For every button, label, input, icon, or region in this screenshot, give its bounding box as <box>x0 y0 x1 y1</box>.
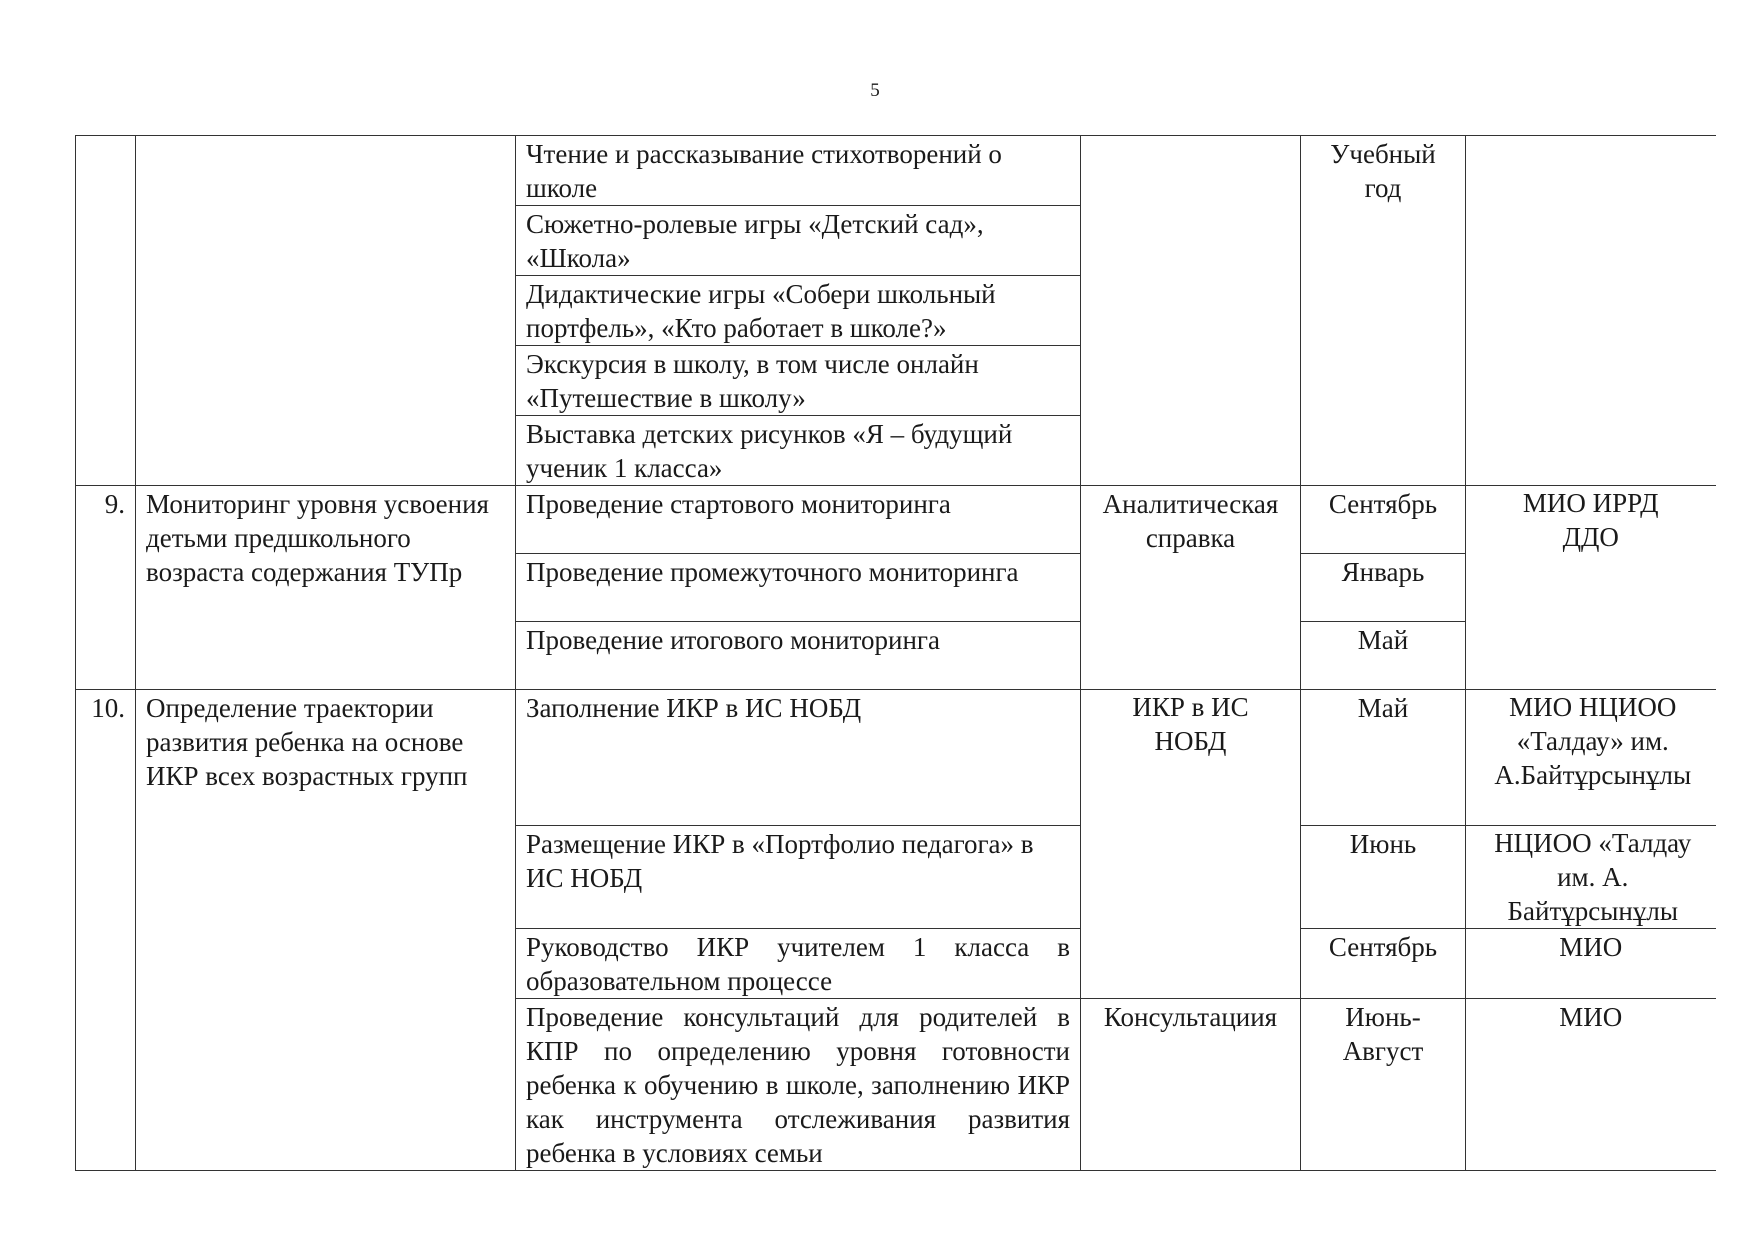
responsible-cell: МИО НЦИОО «Талдау» им. А.Байтұрсынұлы <box>1466 690 1716 826</box>
term-cell: Июнь-Август <box>1301 999 1466 1171</box>
plan-table <box>75 135 1716 1171</box>
topic-cell <box>136 136 516 486</box>
table-row <box>76 136 1716 206</box>
term-cell: Июнь <box>1301 826 1466 929</box>
responsible-cell <box>1466 136 1716 486</box>
form-cell: Аналитическая справка <box>1081 486 1301 690</box>
responsible-cell: МИО <box>1466 999 1716 1171</box>
row-number-cell: 9. <box>76 486 136 690</box>
term-cell: Январь <box>1301 554 1466 622</box>
activity-cell: Заполнение ИКР в ИС НОБД <box>516 690 1081 826</box>
term-cell: Май <box>1301 622 1466 690</box>
activity-cell: Проведение консультаций для родителей в КПР по определению уровня готовности ребенка к обучению в школе, заполнению ИКР как инструмента отслеживания развития ребенка в условиях семьи <box>516 999 1081 1171</box>
activity-cell: Размещение ИКР в «Портфолио педагога» в ИС НОБД <box>516 826 1081 929</box>
activity-cell: Проведение стартового мониторинга <box>516 486 1081 554</box>
activity-cell: Проведение промежуточного мониторинга <box>516 554 1081 622</box>
activity-cell: Сюжетно-ролевые игры «Детский сад», «Школа» <box>516 206 1081 276</box>
activity-cell: Дидактические игры «Собери школьный портфель», «Кто работает в школе?» <box>516 276 1081 346</box>
term-cell: Учебный год <box>1301 136 1466 486</box>
form-cell <box>1081 136 1301 486</box>
topic-cell: Мониторинг уровня усвоения детьми предшкольного возраста содержания ТУПр <box>136 486 516 690</box>
activity-cell: Экскурсия в школу, в том числе онлайн «Путешествие в школу» <box>516 346 1081 416</box>
term-cell: Сентябрь <box>1301 486 1466 554</box>
responsible-cell: МИО ИРРД ДДО <box>1466 486 1716 690</box>
activity-cell: Чтение и рассказывание стихотворений о школе <box>516 136 1081 206</box>
table-row <box>76 690 1716 826</box>
responsible-cell: МИО <box>1466 929 1716 999</box>
row-number-cell: 10. <box>76 690 136 1171</box>
table-row <box>76 486 1716 554</box>
activity-cell: Проведение итогового мониторинга <box>516 622 1081 690</box>
term-cell: Сентябрь <box>1301 929 1466 999</box>
activity-cell: Руководство ИКР учителем 1 класса в образовательном процессе <box>516 929 1081 999</box>
row-number-cell <box>76 136 136 486</box>
form-cell: ИКР в ИС НОБД <box>1081 690 1301 999</box>
form-cell: Консультациия <box>1081 999 1301 1171</box>
responsible-cell: НЦИОО «Талдау им. А. Байтұрсынұлы <box>1466 826 1716 929</box>
term-cell: Май <box>1301 690 1466 826</box>
activity-cell: Выставка детских рисунков «Я – будущий ученик 1 класса» <box>516 416 1081 486</box>
page-number: 5 <box>870 80 880 101</box>
topic-cell: Определение траектории развития ребенка на основе ИКР всех возрастных групп <box>136 690 516 1171</box>
